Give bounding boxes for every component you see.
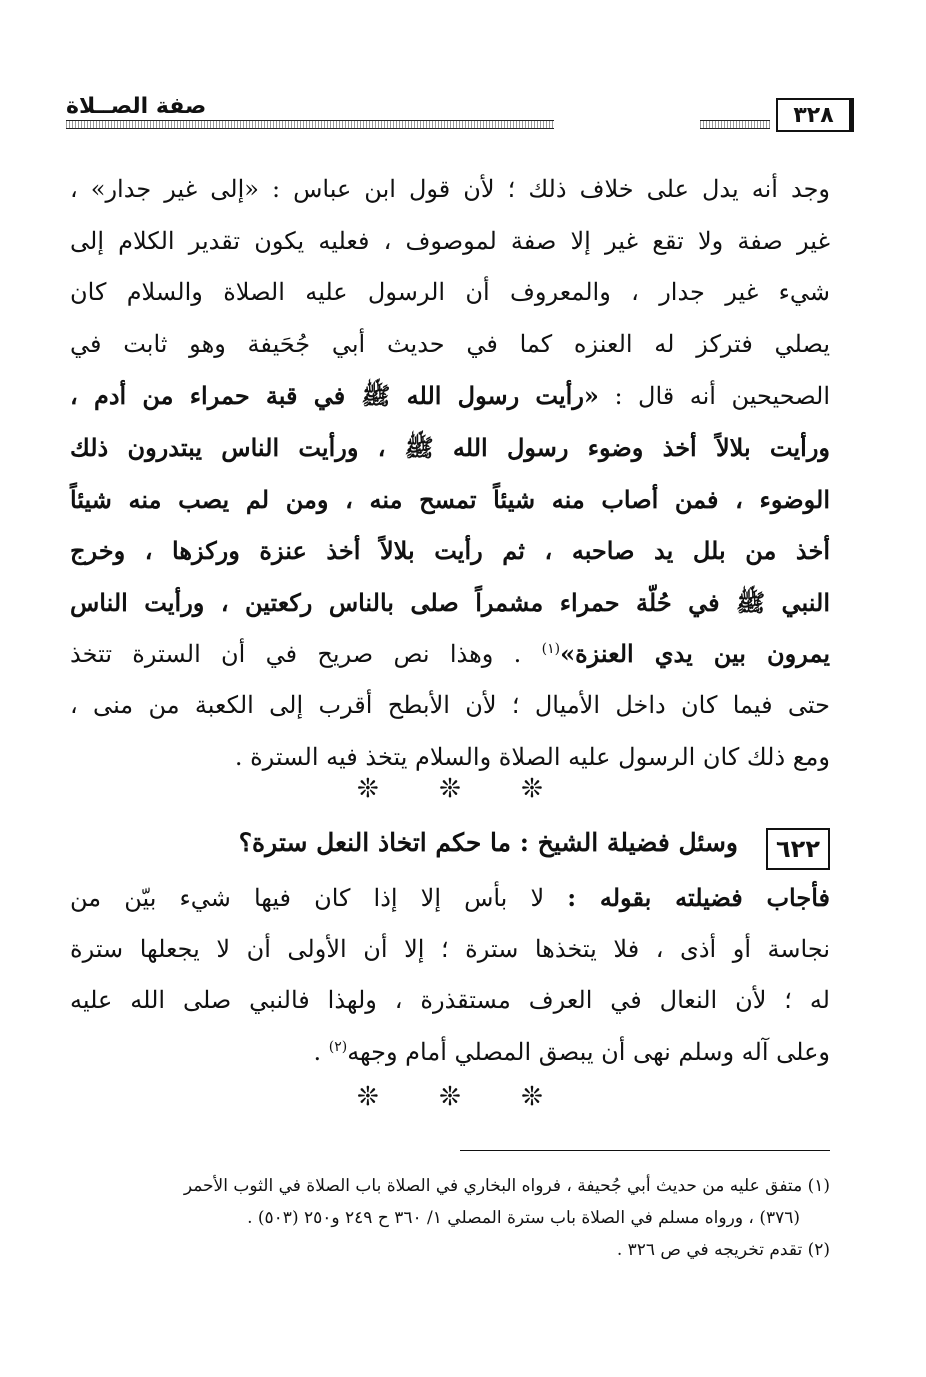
answer-line <box>70 1027 830 1079</box>
page-header <box>66 94 854 140</box>
body-line: حتى فيما كان داخل الأميال ؛ لأن الأبطح أقرب إلى الكعبة من منى ، <box>70 690 830 719</box>
page-number: ٣٢٨ <box>776 98 854 132</box>
hadith-text: «رأيت رسول الله ﷺ في قبة حمراء من أدم ، <box>70 381 599 411</box>
section-separator: ❊ ❊ ❊ <box>357 774 569 804</box>
body-line: يصلي فتركز له العنزه كما في حديث أبي جُحَيفة وهو ثابت في <box>70 329 830 358</box>
footnote-1-continued: (٣٧٦) ، ورواه مسلم في الصلاة باب سترة المصلي ١/ ٣٦٠ ح ٢٤٩ و٢٥٠ (٥٠٣) . <box>247 1208 800 1228</box>
header-rule-right <box>700 120 770 129</box>
answer-line: له ؛ لأن النعال في العرف مستقذرة ، ولهذا فالنبي صلى الله عليه <box>70 986 830 1015</box>
footnote-ref-2: (٢) <box>328 1038 348 1055</box>
body-line-plain: . وهذا نص صريح في أن السترة تتخذ <box>70 640 522 669</box>
footnote-rule <box>460 1150 830 1151</box>
body-line: شيء غير جدار ، والمعروف أن الرسول عليه الصلاة والسلام كان <box>70 278 830 307</box>
hadith-line: ورأيت بلالاً أخذ وضوء رسول الله ﷺ ، ورأيت الناس يبتدرون ذلك <box>70 432 830 462</box>
answer-line: نجاسة أو أذى ، فلا يتخذها سترة ؛ إلا أن الأولى أن لا يجعلها سترة <box>70 934 831 963</box>
answer-line-plain: لا بأس إلا إذا كان فيها شيء بيّن من <box>70 884 545 912</box>
hadith-line: الوضوء ، فمن أصاب منه شيئاً تمسح منه ، ومن لم يصب منه شيئاً <box>70 484 830 514</box>
hadith-end: يمرون بين يدي العنزة» <box>560 639 830 669</box>
body-line: وجد أنه يدل على خلاف ذلك ؛ لأن قول ابن عباس : «إلى غير جدار» ، <box>70 175 830 203</box>
answer-lead: فأجاب فضيلته بقوله : <box>567 883 830 912</box>
hadith-line: أخذ من بلل يد صاحبه ، ثم رأيت بلالاً أخذ عنزة وركزها ، وخرج <box>70 536 830 566</box>
question-text: وسئل فضيلة الشيخ : ما حكم اتخاذ النعل سترة؟ <box>238 828 738 857</box>
footnotes <box>82 1170 830 1266</box>
question-heading <box>70 828 830 878</box>
body-line-hadith-end <box>70 628 830 680</box>
hadith-line: النبي ﷺ في حُلّة حمراء مشمراً صلى بالناس ركعتين ، ورأيت الناس <box>70 587 830 617</box>
answer-period: . <box>313 1037 322 1066</box>
answer-line <box>70 872 830 924</box>
body-line: ومع ذلك كان الرسول عليه الصلاة والسلام يتخذ فيه السترة . <box>234 742 830 771</box>
body-line-plain: الصحيحين أنه قال : <box>614 382 830 411</box>
footnote-1: (١) متفق عليه من حديث أبي جُحيفة ، فرواه البخاري في الصلاة باب الصلاة في الثوب الأحمر <box>183 1176 830 1196</box>
footnote-2: (٢) تقدم تخريجه في ص ٣٢٦ . <box>616 1240 830 1260</box>
answer-paragraph <box>70 872 830 1078</box>
section-separator: ❊ ❊ ❊ <box>357 1082 569 1112</box>
body-line: غير صفة ولا تقع غير إلا صفة لموصوف ، فعليه يكون تقدير الكلام إلى <box>70 226 830 255</box>
answer-line-plain: وعلى آله وسلم نهى أن يبصق المصلي أمام وجهه <box>347 1037 830 1066</box>
body-line-hadith-start <box>70 370 830 422</box>
footnote-ref-1: (١) <box>541 641 561 658</box>
question-number: ٦٢٢ <box>766 828 830 870</box>
running-title: صفة الصــلاة <box>66 94 207 119</box>
main-paragraph <box>70 164 830 783</box>
header-rule-left <box>66 120 554 129</box>
